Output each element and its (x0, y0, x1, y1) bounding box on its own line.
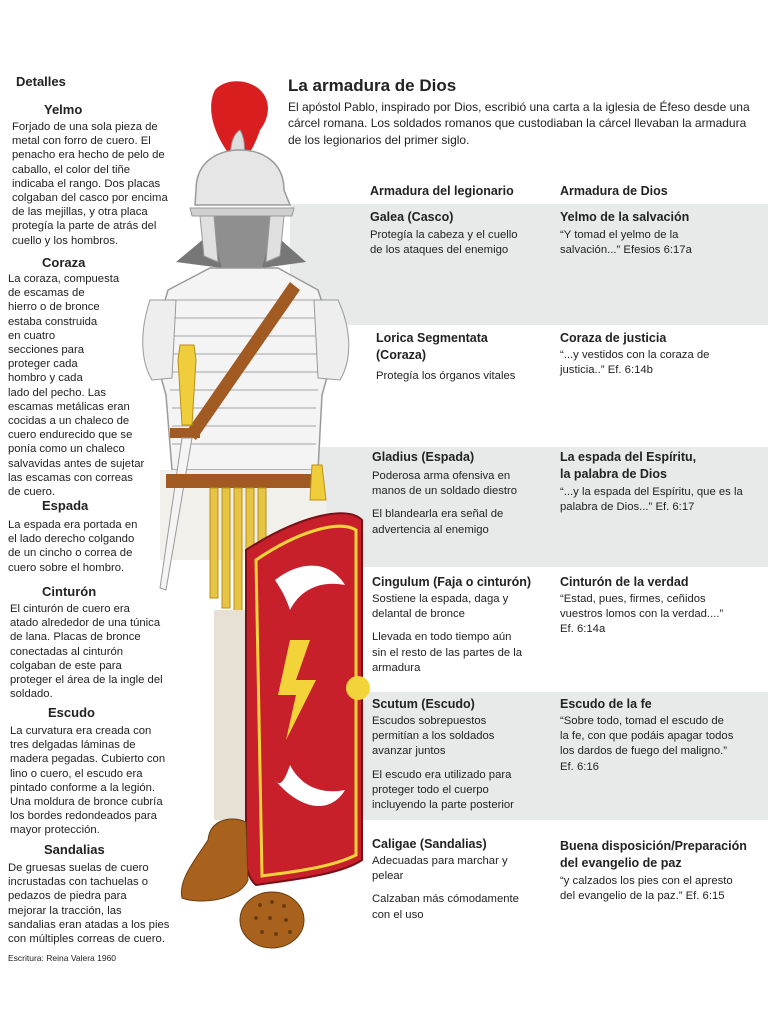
detail-heading-yelmo: Yelmo (44, 102, 83, 117)
legionario-desc-lorica: Protegía los órganos vitales (376, 370, 516, 382)
dios-verse-escudo: “Sobre todo, tomad el escudo de la fe, con que podáis apagar todos los dardos de fuego del maligno.” Ef. 6:16 (560, 715, 734, 773)
legionario-item-cingulum: Cingulum (Faja o cinturón) (372, 575, 532, 589)
dios-item-cinturon: Cinturón de la verdad (560, 575, 689, 589)
intro-text: El apóstol Pablo, inspirado por Dios, escribió una carta a la iglesia de Éfeso desde una cárcel romana. Los soldados romanos que custodiaban la cárcel llevaban la armadura de los legionarios del primer siglo. (288, 100, 750, 147)
scripture-source: Escritura: Reina Valera 1960 (8, 953, 117, 963)
legionario-desc-cingulum: Sostiene la espada, daga y delantal de bronce Llevada en todo tiempo aún sin el resto de las partes de la armadura (372, 593, 523, 674)
column-header-legionario: Armadura del legionario (370, 184, 514, 198)
details-title: Detalles (16, 74, 66, 89)
legionario-desc-gladius: Poderosa arma ofensiva en manos de un soldado diestro El blandearla era señal de advertencia al enemigo (372, 470, 518, 536)
detail-heading-cinturon: Cinturón (42, 584, 97, 599)
detail-text-espada: La espada era portada en el lado derecho colgando de un cincho o correa de cuero sobre el hombro. (8, 519, 138, 574)
dios-verse-espada: “...y la espada del Espíritu, que es la palabra de Dios...” Ef. 6:17 (560, 486, 743, 514)
dios-verse-coraza: “...y vestidos con la coraza de justicia..” Ef. 6:14b (560, 349, 710, 377)
dios-verse-calzado: “y calzados los pies con el apresto del evangelio de la paz.” Ef. 6:15 (560, 875, 733, 903)
cingulum-belt (166, 474, 320, 488)
legionario-desc-caligae: Adecuadas para marchar y pelear Calzaban más cómodamente con el uso (372, 855, 519, 921)
detail-text-yelmo: Forjado de una sola pieza de metal con forro de cuero. El penacho era hecho de pelo de caballo, el color del tiñe indicaba el rango. Dos placas colgaban del casco por encima de las mejillas, y otra placa protegía la parte de atrás del cuello y los hombros. (12, 121, 168, 247)
legionario-desc-galea: Protegía la cabeza y el cuello de los ataques del enemigo (370, 229, 518, 257)
detail-heading-escudo: Escudo (48, 705, 95, 720)
dios-item-yelmo: Yelmo de la salvación (560, 210, 690, 224)
dios-item-escudo: Escudo de la fe (560, 697, 652, 711)
detail-text-cinturon: El cinturón de cuero era atado alrededor de una túnica de lana. Placas de bronce conectadas al cinturón colgaban de este para proteger el área de la ingle del soldado. (10, 603, 163, 701)
caligae-sandal (181, 819, 248, 901)
detail-heading-espada: Espada (42, 498, 89, 513)
detail-heading-coraza: Coraza (42, 255, 86, 270)
legionario-desc-scutum: Escudos sobrepuestos permitían a los soldados avanzar juntos El escudo era utilizado para proteger todo el cuerpo incluyendo la parte posterior (372, 715, 514, 812)
helmet (195, 150, 290, 205)
dios-verse-yelmo: “Y tomad el yelmo de la salvación...” Efesios 6:17a (560, 229, 692, 257)
dios-item-calzado: Buena disposición/Preparación del evangelio de paz (560, 839, 747, 870)
detail-text-sandalias: De gruesas suelas de cuero incrustadas con tachuelas o pedazos de piedra para mejorar la tracción, las sandalias eran atadas a los pies con múltiples correas de cuero. (8, 862, 170, 946)
column-header-dios: Armadura de Dios (560, 184, 668, 198)
detail-text-escudo: La curvatura era creada con tres delgadas láminas de madera pegadas. Cubierto con lino o cuero, el escudo era pintado conforme a la legión. Una moldura de bronce cubría los bordes redondeados para mayor protección. (10, 725, 166, 837)
dios-item-coraza: Coraza de justicia (560, 331, 667, 345)
dios-item-espada: La espada del Espíritu, la palabra de Dios (560, 450, 697, 481)
legionario-item-gladius: Gladius (Espada) (372, 450, 475, 464)
legionario-item-lorica: Lorica Segmentata (Coraza) (376, 331, 488, 362)
dios-verse-cinturon: “Estad, pues, firmes, ceñidos vuestros lomos con la verdad....” Ef. 6:14a (560, 593, 724, 636)
detail-text-coraza: La coraza, compuesta de escamas de hierro o de bronce estaba construida en cuatro secciones para proteger cada hombro y cada lado del pecho. Las escamas metálicas eran cocidas a un chaleco de cuero endurecido que se ponía como un chaleco salvavidas antes de sujetar las escamas con correas de cuero. (8, 273, 145, 499)
legionario-item-scutum: Scutum (Escudo) (372, 697, 475, 711)
page-title: La armadura de Dios (288, 76, 457, 95)
legionario-item-caligae: Caligae (Sandalias) (372, 837, 487, 851)
legionario-item-galea: Galea (Casco) (370, 210, 454, 224)
detail-heading-sandalias: Sandalias (44, 842, 105, 857)
